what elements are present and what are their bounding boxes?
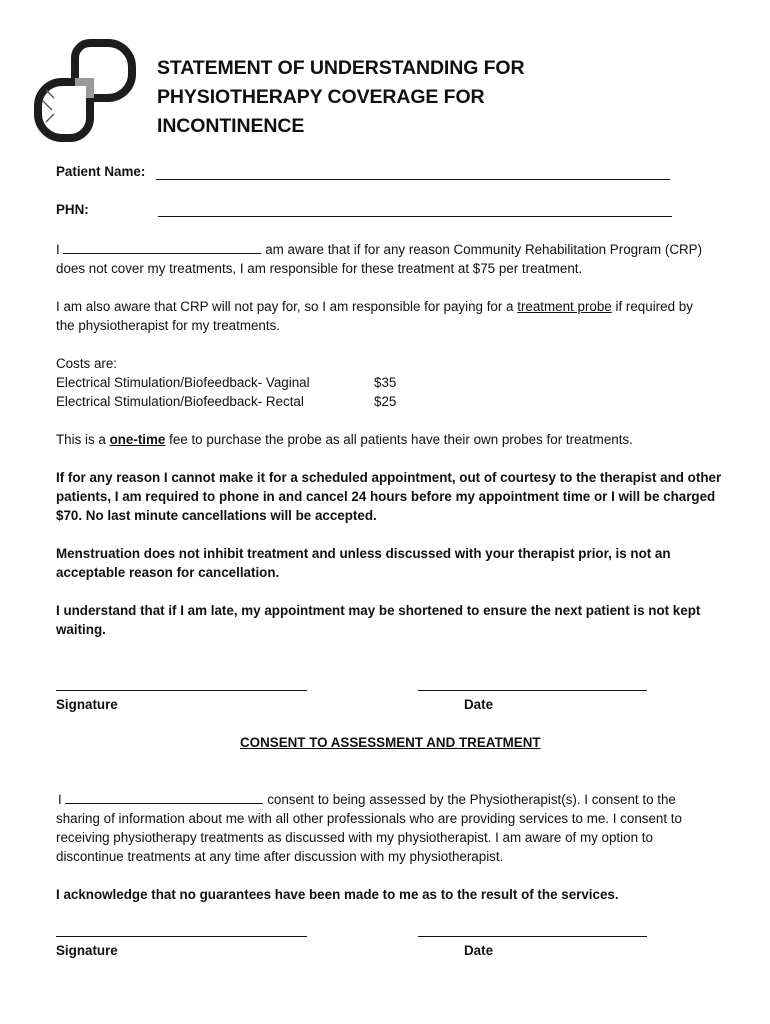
cost-item-label: Electrical Stimulation/Biofeedback- Vaginal [56, 375, 310, 390]
consent-line-1 [58, 790, 676, 809]
cost-item-label: Electrical Stimulation/Biofeedback- Rectal [56, 394, 304, 409]
awareness-prefix: I [56, 242, 60, 257]
cost-item-price: $25 [374, 394, 397, 409]
probe-line-1 [56, 297, 693, 316]
title-line: STATEMENT OF UNDERSTANDING FOR [157, 57, 525, 79]
title-line: PHYSIOTHERAPY COVERAGE FOR [157, 86, 485, 108]
acknowledgement-line: I acknowledge that no guarantees have been made to me as to the result of the services. [56, 887, 619, 902]
probe-line-2: the physiotherapist for my treatments. [56, 318, 281, 333]
consent-line: receiving physiotherapy treatments as discussed with my physiotherapist. I am aware of my option to [56, 830, 653, 845]
date-field[interactable] [418, 690, 647, 691]
menstruation-line: Menstruation does not inhibit treatment and unless discussed with your therapist prior, is not an [56, 546, 671, 561]
cost-item-price: $35 [374, 375, 397, 390]
late-line: I understand that if I am late, my appointment may be shortened to ensure the next patient is not kept [56, 603, 701, 618]
consent-text: consent to being assessed by the Physiotherapist(s). I consent to the [267, 792, 676, 807]
costs-heading: Costs are: [56, 356, 118, 371]
cancellation-line: If for any reason I cannot make it for a scheduled appointment, out of courtesy to the therapist and other [56, 470, 722, 485]
title-line: INCONTINENCE [157, 115, 305, 137]
phn-field[interactable] [158, 216, 672, 217]
consent-line: discontinue treatments at any time after discussion with my physiotherapist. [56, 849, 504, 864]
treatment-probe-text: treatment probe [517, 299, 612, 314]
one-time-emphasis: one-time [109, 432, 166, 447]
consent-heading: CONSENT TO ASSESSMENT AND TREATMENT [240, 735, 541, 750]
awareness-name-field[interactable] [63, 240, 261, 254]
consent-prefix: I [58, 792, 62, 807]
date-field[interactable] [418, 936, 647, 937]
one-time-pre: This is a [56, 432, 110, 447]
menstruation-line: acceptable reason for cancellation. [56, 565, 280, 580]
date-label: Date [464, 697, 494, 712]
phn-label: PHN: [56, 202, 89, 217]
signature-field[interactable] [56, 936, 307, 937]
consent-line: sharing of information about me with all other professionals who are providing services to me. I consent to [56, 811, 682, 826]
probe-text-pre: I am also aware that CRP will not pay for, so I am responsible for paying for a [56, 299, 518, 314]
document-title [157, 54, 677, 141]
late-line: waiting. [56, 622, 106, 637]
signature-label: Signature [56, 697, 118, 712]
patient-name-field[interactable] [156, 179, 670, 180]
consent-name-field[interactable] [65, 790, 263, 804]
organization-logo [32, 38, 138, 144]
one-time-post: fee to purchase the probe as all patients have their own probes for treatments. [165, 432, 633, 447]
patient-name-label: Patient Name: [56, 164, 146, 179]
signature-field[interactable] [56, 690, 307, 691]
cancellation-line: $70. No last minute cancellations will be accepted. [56, 508, 377, 523]
probe-text-post: if required by [611, 299, 693, 314]
one-time-line [56, 430, 633, 449]
awareness-text: am aware that if for any reason Community Rehabilitation Program (CRP) [265, 242, 703, 257]
date-label: Date [464, 943, 494, 958]
awareness-line-2: does not cover my treatments, I am responsible for these treatment at $75 per treatment. [56, 261, 583, 276]
awareness-line-1 [56, 240, 702, 259]
signature-label: Signature [56, 943, 118, 958]
cancellation-line: patients, I am required to phone in and cancel 24 hours before my appointment time or I will be charged [56, 489, 716, 504]
